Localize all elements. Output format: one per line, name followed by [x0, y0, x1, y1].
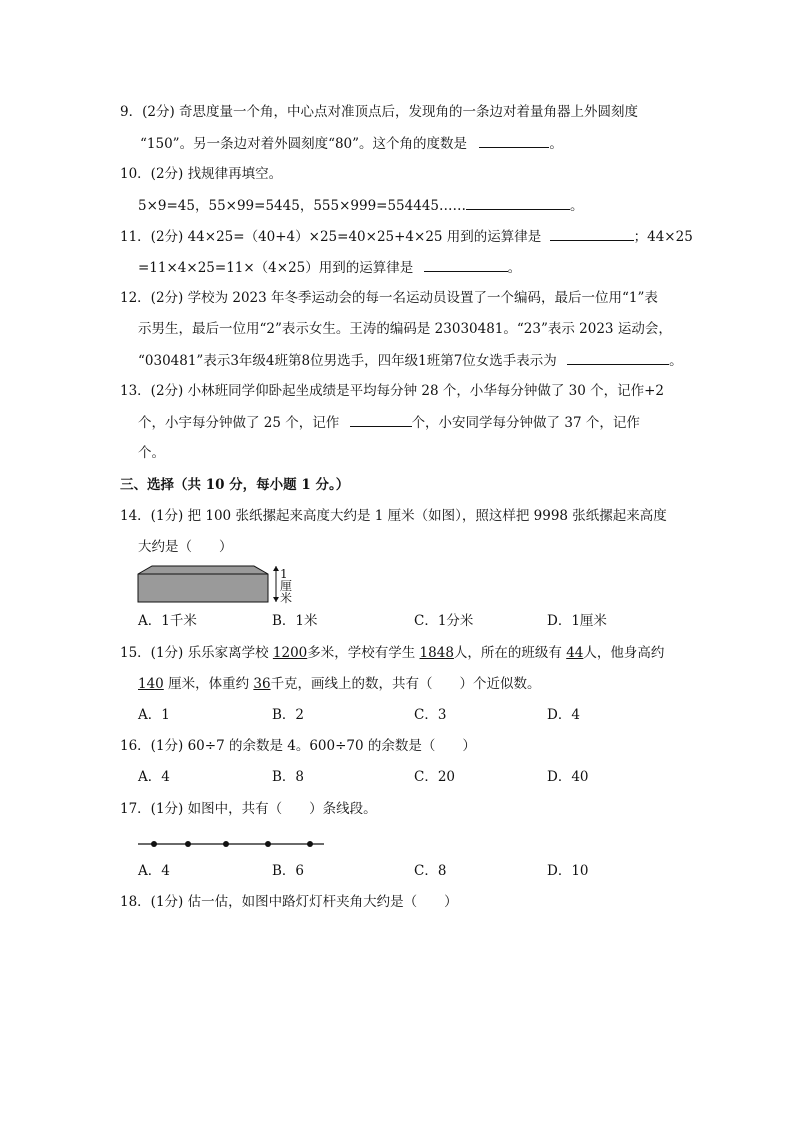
- q15-text-d: 人，他身高约: [583, 645, 665, 661]
- q11-answer-blank-2[interactable]: [424, 257, 508, 272]
- q13-line3: 个。: [138, 445, 165, 461]
- q10-answer-blank[interactable]: [466, 195, 570, 210]
- q9-line2-end: 。: [549, 136, 563, 152]
- q15-underlined-1200: 1200: [272, 645, 308, 661]
- q15-text-c: 人，所在的班级有: [453, 645, 562, 661]
- q14-line2: 大约是（ ）: [138, 539, 233, 555]
- q14-option-c[interactable]: C．1分米: [414, 613, 474, 629]
- q15-text-f: 千克，画线上的数，共有（ ）个近似数。: [270, 676, 541, 692]
- q14-option-d[interactable]: D．1厘米: [547, 613, 607, 629]
- q15-underlined-36: 36: [253, 676, 271, 692]
- q14-line1: 14．(1分) 把 100 张纸摞起来高度大约是 1 厘米（如图），照这样把 9998 张纸摞起来高度: [120, 508, 667, 524]
- q17-option-a[interactable]: A．4: [138, 863, 170, 879]
- q10-line1: 10．(2分) 找规律再填空。: [120, 166, 283, 182]
- line-segment-figure: [138, 838, 328, 850]
- q16-option-a[interactable]: A．4: [138, 769, 170, 785]
- q10-line2: [138, 195, 584, 216]
- q11-line2-end: 。: [507, 260, 522, 276]
- q16-line1: 16．(1分) 60÷7 的余数是 4。600÷70 的余数是（ ）: [120, 738, 476, 754]
- q11-line1-text: 11．(2分) 44×25=（40+4）×25=40×25+4×25 用到的运算律是: [120, 229, 542, 245]
- q12-line3-text: “030481”表示3年级4班第8位男选手，四年级1班第7位女选手表示为: [138, 353, 557, 369]
- q15-line1: [120, 643, 664, 663]
- q14-option-a[interactable]: A．1千米: [138, 613, 197, 629]
- q13-answer-blank-1[interactable]: [350, 412, 412, 427]
- q17-option-b[interactable]: B．6: [272, 863, 305, 879]
- q9-line2-text: “150”。另一条边对着外圆刻度“80”。这个角的度数是: [140, 136, 468, 152]
- q15-option-c[interactable]: C．3: [414, 707, 447, 723]
- q15-text-b: 多米，学校有学生: [307, 645, 416, 661]
- q11-line2: [138, 257, 521, 278]
- q12-answer-blank[interactable]: [567, 350, 669, 365]
- q10-line2-text: 5×9=45，55×99=5445，555×999=554445……: [138, 198, 467, 214]
- q13-line2-text: 个，小宇每分钟做了 25 个，记作: [138, 415, 340, 431]
- q15-option-d[interactable]: D．4: [547, 707, 580, 723]
- q15-line2: [138, 674, 541, 694]
- q15-option-a[interactable]: A．1: [138, 707, 170, 723]
- q15-underlined-1848: 1848: [419, 645, 454, 661]
- paper-stack-height-label: 1厘米: [280, 567, 293, 605]
- q13-line2-mid: 个，小安同学每分钟做了 37 个，记作: [411, 415, 640, 431]
- q15-underlined-140: 140: [138, 676, 164, 692]
- q15-option-b[interactable]: B．2: [272, 707, 305, 723]
- q15-underlined-44: 44: [566, 645, 584, 661]
- q17-line1: 17．(1分) 如图中，共有（ ）条线段。: [120, 801, 377, 817]
- q12-line2: 示男生，最后一位用“2”表示女生。王涛的编码是 23030481。“23”表示 2023 运动会，: [138, 321, 672, 337]
- q15-text-e: 厘米，体重约: [168, 676, 250, 692]
- q14-option-b[interactable]: B．1米: [272, 613, 318, 629]
- q16-option-c[interactable]: C．20: [414, 769, 456, 785]
- q9-answer-blank[interactable]: [479, 133, 549, 148]
- q13-line2: [138, 412, 640, 433]
- q11-line1: [120, 226, 693, 247]
- q11-line1-end: ；44×25: [633, 229, 693, 245]
- q18-line1: 18．(1分) 估一估，如图中路灯灯杆夹角大约是（ ）: [120, 894, 458, 910]
- q12-line3: [138, 350, 683, 371]
- q9-line2: [140, 133, 563, 154]
- q16-option-d[interactable]: D．40: [547, 769, 589, 785]
- q17-option-d[interactable]: D．10: [547, 863, 589, 879]
- q11-line2-text: =11×4×25=11×（4×25）用到的运算律是: [138, 260, 414, 276]
- q13-line1: 13．(2分) 小林班同学仰卧起坐成绩是平均每分钟 28 个，小华每分钟做了 30 个，记作+2: [120, 383, 665, 399]
- q16-option-b[interactable]: B．8: [272, 769, 305, 785]
- q15-text-a: 15．(1分) 乐乐家离学校: [120, 645, 269, 661]
- q9-line1: 9．(2分) 奇思度量一个角，中心点对准顶点后，发现角的一条边对着量角器上外圆刻度: [120, 104, 639, 120]
- section3-title: 三、选择（共 10 分，每小题 1 分。）: [120, 477, 350, 493]
- q12-line3-end: 。: [669, 353, 683, 369]
- q17-option-c[interactable]: C．8: [414, 863, 447, 879]
- q12-line1: 12．(2分) 学校为 2023 年冬季运动会的每一名运动员设置了一个编码，最后一位用“1”表: [120, 290, 658, 306]
- q10-line2-end: 。: [570, 198, 584, 214]
- q11-answer-blank-1[interactable]: [550, 226, 634, 241]
